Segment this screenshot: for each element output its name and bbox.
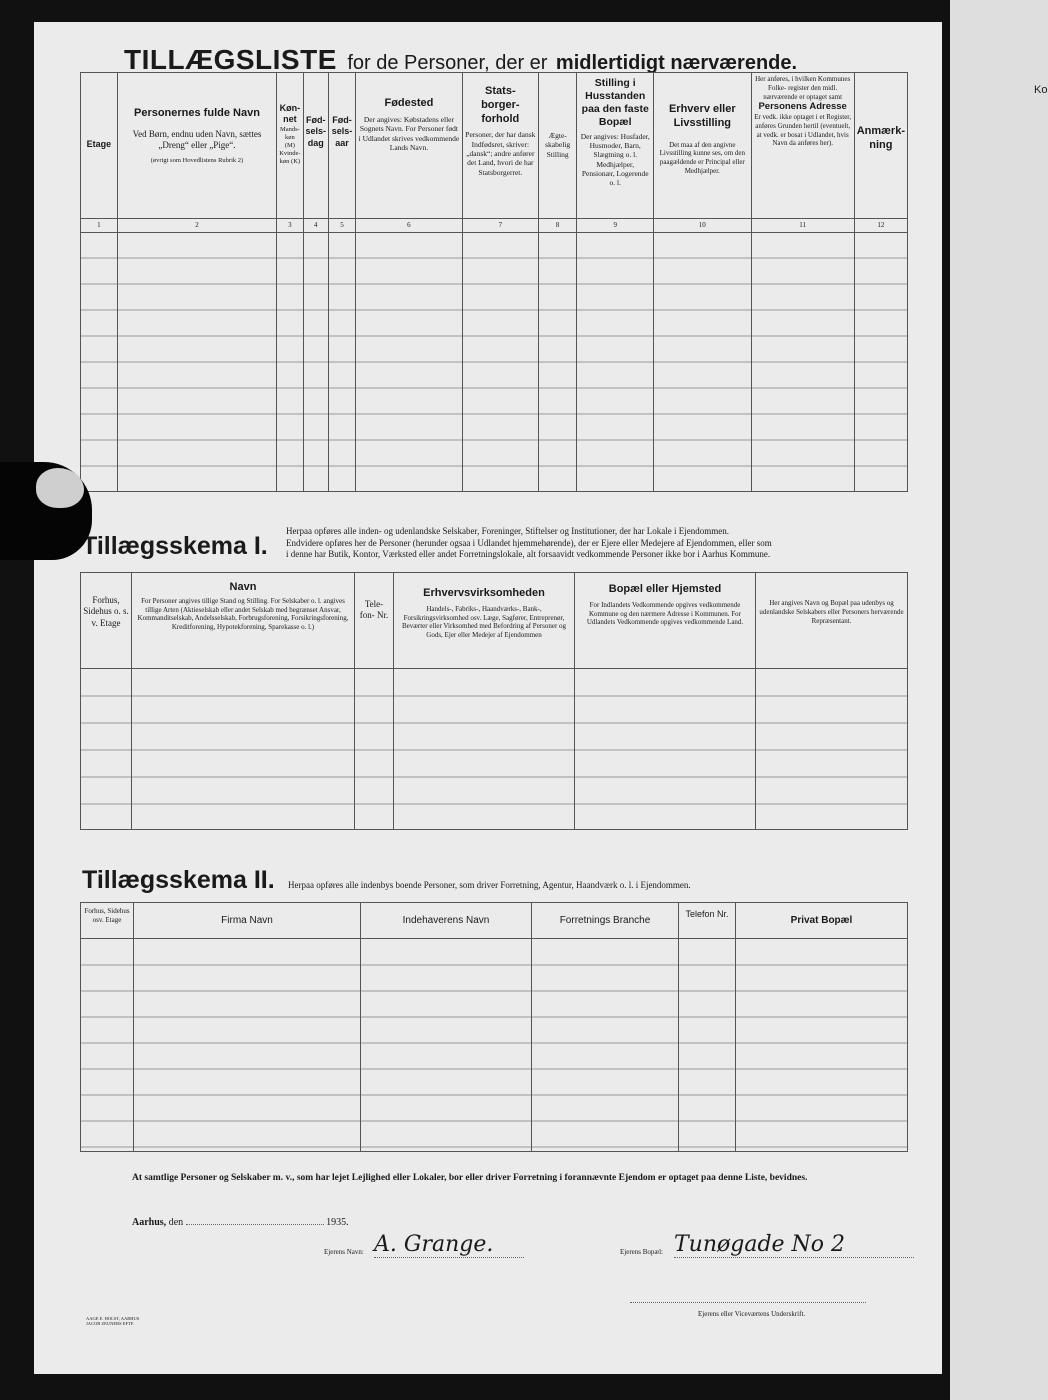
skema1-table — [80, 572, 908, 830]
s2-col-branche: Forretnings Branche — [532, 903, 679, 939]
skema2-header — [81, 903, 908, 939]
footer-year: 1935. — [326, 1217, 349, 1228]
s1-col-repraesentant: Her angives Navn og Bopæl paa udenbys og udenlandske Selskabers eller Personers herværende Repræsentant. — [756, 573, 908, 669]
s2-col-etage: Forhus, Sidehus osv. Etage — [81, 903, 134, 939]
s1-col-etage: Forhus, Sidehus o. s. v. Etage — [81, 573, 132, 669]
main-table-numbers: 1 2 3 4 5 6 7 8 9 10 11 12 — [81, 219, 908, 233]
title-mid: for de Personer, der er — [347, 52, 548, 74]
skema2-intro: Herpaa opføres alle indenbys boende Personer, som driver Forretning, Agentur, Haandværk o. l. i Ejendommen. — [288, 880, 691, 890]
s2-col-firma: Firma Navn — [134, 903, 361, 939]
s1-col-navn: Navn For Personer angives tillige Stand og Stilling. For Selskaber o. l. angives tillige Arten (Aktieselskab eller andet Selskab med begrænset Ansvar, Kommanditselskab, Andelsselskab, Forbrugsforening, Forsikringsforening, Kreditforening, Hypotekforening, Sparekasse o. l.) — [132, 573, 355, 669]
skema2-table — [80, 902, 908, 1152]
owner-name-label: Ejerens Navn: — [324, 1248, 364, 1256]
s1-col-telefon: Tele- fon- Nr. — [355, 573, 394, 669]
footer-statement: At samtlige Personer og Selskaber m. v., som har lejet Lejlighed eller Lokaler, bor eller driver Forretning i forannævnte Ejendom er optaget paa denne Liste, bevidnes. — [132, 1173, 808, 1183]
title-end: midlertidigt nærværende. — [555, 52, 798, 74]
col-fodested: Fødested Der angives: Købstadens eller Sognets Navn. For Personer født i Udlandet skrives vedkommende Lands Navn. — [355, 73, 462, 219]
col-fodselsaar: Fød- sels- aar — [329, 73, 356, 219]
footer-city: Aarhus, — [132, 1217, 167, 1228]
next-page-edge — [950, 0, 1048, 1400]
thumb — [36, 468, 84, 508]
footer-den: den — [168, 1217, 184, 1228]
s2-col-indehaver: Indehaverens Navn — [361, 903, 532, 939]
s2-col-bopael: Privat Bopæl — [736, 903, 908, 939]
signature-line — [630, 1302, 866, 1303]
s2-col-telefon: Telefon Nr. — [679, 903, 736, 939]
footer-date-line — [132, 1216, 349, 1229]
col-anmaerkning: Anmærk- ning — [854, 73, 907, 219]
skema2-title: Tillægsskema II. — [82, 866, 275, 894]
col-etage: Etage — [81, 73, 118, 219]
col-stilling: Stilling i Husstanden paa den faste Bopæl Der angives: Husfader, Husmoder, Barn, Slægtning o. l. Medhjælper, Pensionær, Logerende o. l. — [577, 73, 654, 219]
col-statsborger: Stats- borger- forhold Personer, der har dansk Indfødsret, skriver: „dansk“; andre anfører det Land, hvori de har Statsborgerret. — [462, 73, 538, 219]
skema1-intro: Herpaa opføres alle inden- og udenlandske Selskaber, Foreninger, Stiftelser og Institutioner, der har Lokale i Ejendommen. Endvidere opføres her de Personer (herunder ogsaa i Udlandet hjemmehørende), der er Ejere eller Medejere af Ejendommen, eller som i denne har Butik, Kontor, Værksted eller andet Forretningslokale, alt forsaavidt vedkommende Personer ikke bor i Aarhus Kommune. — [286, 526, 772, 560]
col-fodselsdag: Fød- sels- dag — [303, 73, 329, 219]
skema1-body — [81, 669, 908, 830]
col-navn: Personernes fulde Navn Ved Børn, endnu uden Navn, sættes „Dreng“ eller „Pige“. (øvrigt som Hovedlistens Rubrik 2) — [117, 73, 277, 219]
printer-imprint: AAGE E. HOLST, AARHUS JACOB ZEUNERS EFTF. — [86, 1316, 140, 1327]
title-bold: TILLÆGSLISTE — [124, 44, 337, 75]
skema1-header — [81, 573, 908, 669]
owner-name-signature: A. Grange. — [374, 1232, 524, 1258]
main-table — [80, 72, 908, 492]
col-erhverv: Erhverv eller Livsstilling Det maa af den angivne Livsstilling kunne ses, om den paagældende er Principal eller Medhjælper. — [654, 73, 752, 219]
owner-address-label: Ejerens Bopæl: — [620, 1248, 663, 1256]
skema1-title: Tillægsskema I. — [82, 532, 268, 560]
main-table-body — [81, 232, 908, 491]
owner-address-handwritten: Tunøgade No 2 — [674, 1232, 914, 1258]
s1-col-erhverv: Erhvervsvirksomheden Handels-, Fabriks-, Haandværks-, Bank-, Forsikringsvirksomhed osv. Læge, Sagfører, Entreprenør, Beværter eller Virksomhed med Befordring af Personer og Gods, Ejer eller Medejer af Ejendommen — [394, 573, 575, 669]
signature-label: Ejerens eller Viceværtens Underskrift. — [698, 1310, 806, 1318]
s1-col-bopael: Bopæl eller Hjemsted For Indlandets Vedkommende opgives vedkommende Kommune og den nærmere Adresse i Kommunen. For Udlandets Vedkommende opgives vedkommende Land. — [575, 573, 756, 669]
col-kon: Køn- net Mands- køn (M) Kvinde- køn (K) — [277, 73, 303, 219]
next-page-text: Ko — [1034, 84, 1048, 96]
main-table-header — [81, 73, 908, 219]
col-adresse: Her anføres, i hvilken Kommunes Folke- register den midl. nærværende er optaget samt Personens Adresse Er vedk. ikke optaget i et Register, anføres Grunden hertil (eventuelt, at vedk. er bosat i Udlandet, hvis Navn da anføres her). — [751, 73, 854, 219]
form-page — [34, 22, 942, 1374]
skema2-body — [81, 939, 908, 1152]
col-aegteskab: Ægte- skabelig Stilling — [538, 73, 577, 219]
